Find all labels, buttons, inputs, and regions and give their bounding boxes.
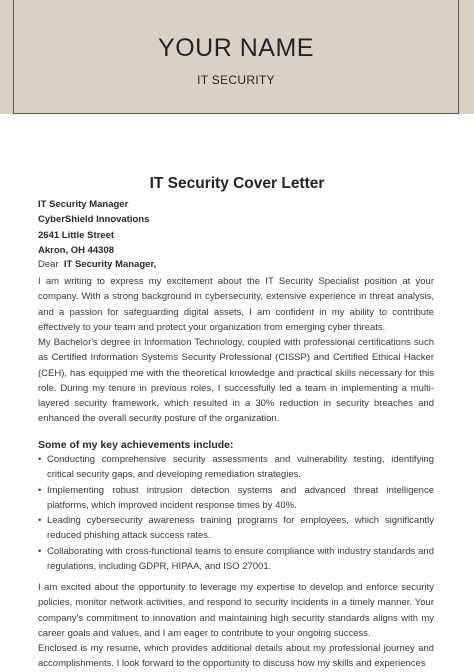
salutation-word: Dear bbox=[38, 259, 59, 270]
bullet-icon: • bbox=[38, 454, 42, 465]
achievement-item bbox=[38, 452, 434, 483]
achievement-item bbox=[38, 483, 434, 514]
bullet-icon: • bbox=[38, 484, 42, 496]
paragraph-closing: Enclosed is my resume, which provides additional details about my professional journey and accomplishments. I look forward to the opportunity to discuss how my skills and experiences bbox=[38, 643, 434, 670]
paragraph-opportunity: I am excited about the opportunity to leverage my expertise to develop and enforce security policies, monitor network activities, and respond to security incidents in a timely manner. Your company's commitment to innovation and maintaining high security standards aligns with my career goals and values, and I am eager to contribute to your ongoing success. bbox=[38, 582, 434, 639]
achievement-item bbox=[38, 513, 434, 544]
achievements-list bbox=[38, 452, 434, 574]
achievement-item bbox=[38, 544, 434, 575]
salutation-name: IT Security Manager, bbox=[63, 259, 157, 270]
achievement-text: Collaborating with cross-functional teams to ensure compliance with industry standards and regulations, including GDPR, HIPAA, and ISO 27001. bbox=[47, 545, 434, 573]
header-band bbox=[0, 0, 474, 114]
letter-title: IT Security Cover Letter bbox=[149, 175, 325, 192]
achievement-text: Implementing robust intrusion detection systems and advanced threat intelligence platforms, which improved incident response times by 40%. bbox=[47, 484, 434, 511]
applicant-role: IT SECURITY bbox=[197, 73, 275, 87]
recipient-city: Akron, OH 44308 bbox=[38, 245, 115, 256]
paragraph-background: My Bachelor's degree in Information Technology, coupled with professional certifications such as Certified Information Systems Security Professional (CISSP) and Certified Ethical Hacker (CEH), has equipped me with the theoretical knowledge and practical skills necessary for this role. During my tenure in previous roles, I successfully led a team in implementing a multi-layered security framework, which resulted in a 30% reduction in security breaches and enhanced the overall security posture of the organization. bbox=[38, 337, 434, 425]
salutation bbox=[38, 259, 156, 270]
header-frame bbox=[13, 0, 459, 114]
bullet-icon: • bbox=[38, 515, 42, 527]
paragraph-intro: I am writing to express my excitement about the IT Security Specialist position at your company. With a strong background in cybersecurity, extensive experience in threat analysis, and a passion for safeguarding digital assets, I am confident in my ability to contribute effectively to your team and protect your organization from emerging cyber threats. bbox=[38, 276, 434, 333]
achievement-text: Leading cybersecurity awareness training programs for employees, which significantly reduced phishing attack success rates. bbox=[47, 515, 434, 542]
recipient-street: 2641 Little Street bbox=[38, 230, 115, 241]
achievements-heading: Some of my key achievements include: bbox=[38, 439, 234, 451]
recipient-title: IT Security Manager bbox=[38, 199, 129, 210]
bullet-icon: • bbox=[38, 545, 42, 557]
achievement-text: Conducting comprehensive security assessments and vulnerability testing, identifying critical security gaps, and developing remediation strategies. bbox=[47, 454, 434, 481]
applicant-name: YOUR NAME bbox=[158, 34, 314, 62]
recipient-company: CyberShield Innovations bbox=[38, 214, 150, 225]
